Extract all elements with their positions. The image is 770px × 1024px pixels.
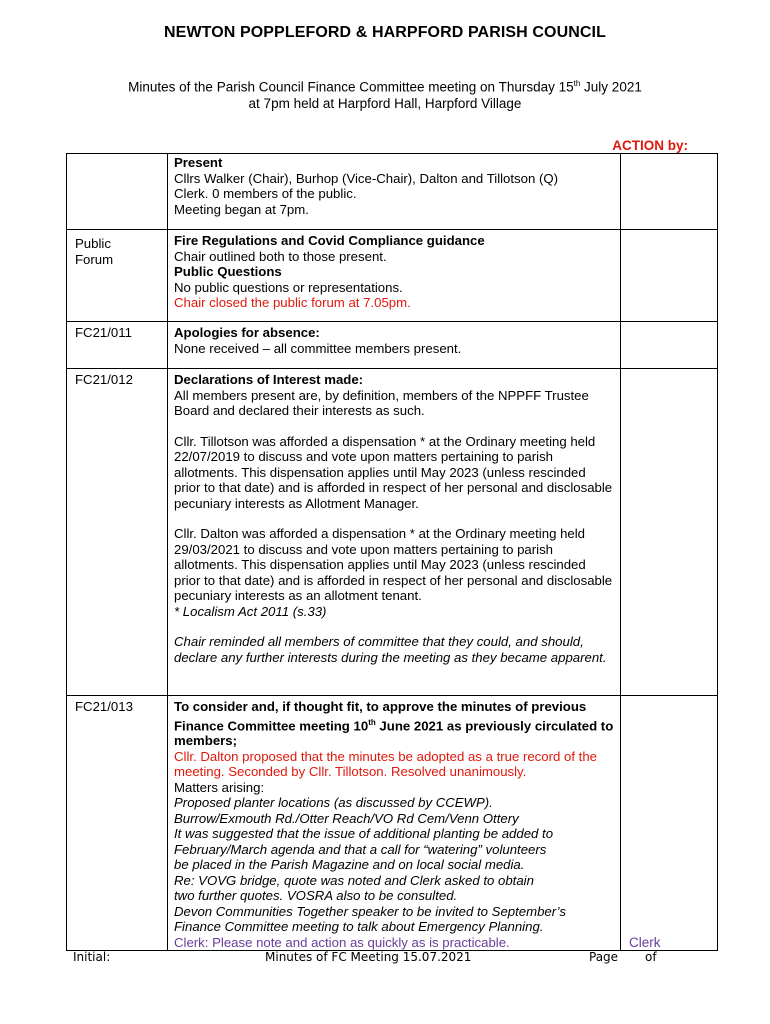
- body-cell: [168, 154, 621, 230]
- table-row-public-forum: [67, 230, 718, 322]
- action-cell: [621, 322, 718, 369]
- matters-line: Proposed planter locations (as discussed by CCEWP).: [174, 795, 493, 811]
- section-heading: Fire Regulations and Covid Compliance guidance: [174, 233, 485, 248]
- forum-closed-note: Chair closed the public forum at 7.05pm.: [174, 295, 411, 310]
- ref-cell: [67, 696, 168, 951]
- resolution-text: Cllr. Dalton proposed that the minutes be adopted as a true record of the meeting. Seconded by Cllr. Tillotson. Resolved unanimously.: [174, 748, 597, 780]
- matters-line: It was suggested that the issue of additional planting be added to: [174, 826, 554, 842]
- present-line: Meeting began at 7pm.: [174, 201, 309, 217]
- action-owner: Clerk: [629, 934, 661, 950]
- body-cell: [168, 230, 621, 322]
- table-row-fc21-011: [67, 322, 718, 369]
- matters-line: Burrow/Exmouth Rd./Otter Reach/VO Rd Cem/Venn Ottery: [174, 810, 519, 826]
- page-footer: [0, 950, 770, 970]
- body-cell: [168, 696, 621, 951]
- ref-cell: [67, 230, 168, 322]
- text-line: Chair outlined both to those present.: [174, 248, 387, 264]
- heading-post: June 2021 as previously circulated to members;: [174, 717, 614, 749]
- footer-page-label: Page: [589, 950, 619, 964]
- minutes-table: [66, 153, 718, 951]
- matters-arising-label: Matters arising:: [174, 779, 265, 795]
- ref-cell: [67, 322, 168, 369]
- present-line: Clerk. 0 members of the public.: [174, 186, 357, 201]
- clerk-action-note: Clerk: Please note and action as quickly as is practicable.: [174, 934, 510, 950]
- subtitle-line1-sup: th: [573, 79, 581, 88]
- section-heading: Apologies for absence:: [174, 325, 320, 340]
- subheading: Public Questions: [174, 264, 282, 279]
- matters-line: two further quotes. VOSRA also to be consulted.: [174, 888, 458, 904]
- subtitle-line1-pre: Minutes of the Parish Council Finance Committee meeting on Thursday 15: [128, 79, 574, 95]
- ref-label: Public Forum: [75, 236, 114, 267]
- matters-line: February/March agenda and that a call for “watering” volunteers: [174, 841, 547, 857]
- heading-sup: th: [368, 717, 376, 727]
- table-row-present: [67, 154, 718, 230]
- action-cell: [621, 696, 718, 951]
- present-heading: Present: [174, 155, 223, 170]
- paragraph: Chair reminded all members of committee that they could, and should, declare any further interests during the meeting as they became apparent.: [174, 634, 607, 665]
- paragraph: All members present are, by definition, members of the NPPFF Trustee Board and declared their interests as such.: [174, 387, 589, 418]
- footer-of-label: of: [645, 950, 657, 964]
- ref-label: FC21/012: [75, 372, 133, 387]
- section-heading: Declarations of Interest made:: [174, 372, 364, 387]
- matters-line: be placed in the Parish Magazine and on local social media.: [174, 857, 525, 873]
- section-heading: [174, 699, 614, 749]
- council-title: NEWTON POPPLEFORD & HARPFORD PARISH COUNCIL: [164, 24, 606, 41]
- ref-label: FC21/011: [75, 325, 132, 340]
- present-line: Cllrs Walker (Chair), Burhop (Vice-Chair), Dalton and Tillotson (Q): [174, 170, 559, 186]
- footer-initial: Initial:: [73, 950, 111, 964]
- paragraph: Cllr. Dalton was afforded a dispensation * at the Ordinary meeting held 29/03/2021 to discuss and vote upon matters pertaining to parish allotments. This dispensation applies until May 2023 (unless rescinded prior to that date) and is afforded in respect of her personal and disclosable pecuniary interests as an allotment tenant.: [174, 526, 613, 603]
- subtitle-line2: at 7pm held at Harpford Hall, Harpford Village: [248, 95, 522, 111]
- action-cell: [621, 369, 718, 696]
- footer-document-name: Minutes of FC Meeting 15.07.2021: [265, 950, 472, 964]
- ref-label: FC21/013: [75, 699, 133, 714]
- action-cell: [621, 230, 718, 322]
- subtitle-line1-post: July 2021: [580, 79, 642, 95]
- ref-cell: [67, 369, 168, 696]
- text-line: No public questions or representations.: [174, 279, 403, 295]
- table-row-fc21-013: [67, 696, 718, 951]
- action-by-heading: ACTION by:: [612, 138, 688, 153]
- heading-pre: To consider and, if thought fit, to approve the minutes of previous Finance Committee meeting 10: [174, 699, 587, 733]
- body-cell: [168, 369, 621, 696]
- ref-cell: [67, 154, 168, 230]
- table-row-fc21-012: [67, 369, 718, 696]
- matters-line: Finance Committee meeting to talk about Emergency Planning.: [174, 919, 544, 935]
- text-line: None received – all committee members present.: [174, 340, 462, 356]
- legal-reference: * Localism Act 2011 (s.33): [174, 603, 327, 619]
- body-cell: [168, 322, 621, 369]
- meeting-subtitle: [0, 76, 770, 112]
- paragraph: Cllr. Tillotson was afforded a dispensation * at the Ordinary meeting held 22/07/2019 to discuss and vote upon matters pertaining to parish allotments. This dispensation applies until May 2023 (unless rescinded prior to that date) and is afforded in respect of her personal and disclosable pecuniary interests as Allotment Manager.: [174, 433, 613, 511]
- matters-line: Devon Communities Together speaker to be invited to September’s: [174, 903, 566, 919]
- matters-line: Re: VOVG bridge, quote was noted and Clerk asked to obtain: [174, 872, 534, 888]
- action-cell: [621, 154, 718, 230]
